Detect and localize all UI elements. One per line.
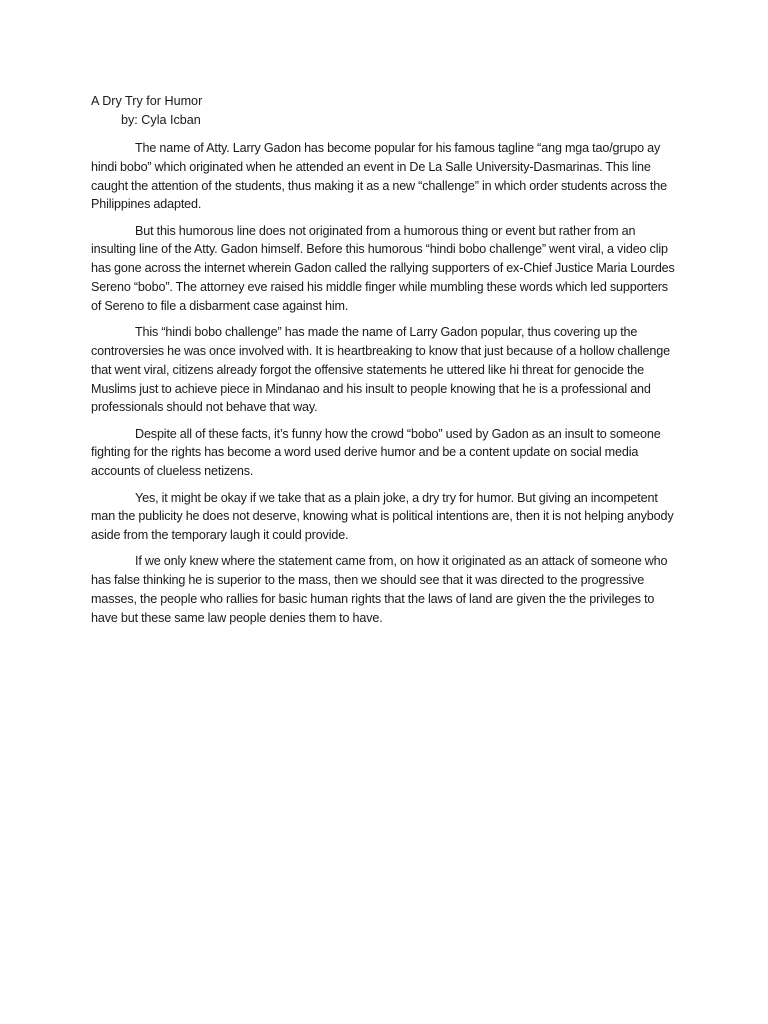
paragraph: If we only knew where the statement came from, on how it originated as an attack of someone who has false thinking he is superior to the mass, then we should see that it was directed to the progressive masses, the people who rallies for basic human rights that the laws of land are given the the privileges to have but these same law people denies them to have.: [91, 554, 668, 625]
paragraph: This “hindi bobo challenge” has made the name of Larry Gadon popular, thus covering up the controversies he was once involved with. It is heartbreaking to know that just because of a hollow challenge that went viral, citizens already forgot the offensive statements he uttered like hi threat for genocide the Muslims just to achieve piece in Mindanao and his insult to people knowing that he is a professional and professionals should not behave that way.: [91, 325, 670, 415]
document-body: [91, 139, 678, 635]
paragraph: Yes, it might be okay if we take that as a plain joke, a dry try for humor. But giving an incompetent man the publicity he does not deserve, knowing what is political intentions are, then it is not helping anybody aside from the temporary laugh it could provide.: [91, 490, 674, 543]
paragraph: But this humorous line does not originated from a humorous thing or event but rather from an insulting line of the Atty. Gadon himself. Before this humorous “hindi bobo challenge” went viral, a video clip has gone across the internet wherein Gadon called the rallying supporters of ex-Chief Justice Maria Lourdes Sereno “bobo”. The attorney eve raised his middle finger while mumbling these words which led supporters of Sereno to file a disbarment case against him.: [91, 223, 675, 313]
paragraph: Despite all of these facts, it’s funny how the crowd “bobo” used by Gadon as an insult to someone fighting for the rights has become a word used derive humor and be a content update on social media accounts of clueless netizens.: [91, 426, 661, 479]
document-title: A Dry Try for Humor: [91, 94, 203, 108]
paragraph: The name of Atty. Larry Gadon has become popular for his famous tagline “ang mga tao/grupo ay hindi bobo” which originated when he attended an event in De La Salle University-Dasmarinas. This line caught the attention of the students, thus making it as a new “challenge” in which order students across the Philippines adapted.: [91, 141, 667, 212]
document-author: by: Cyla Icban: [121, 113, 201, 127]
